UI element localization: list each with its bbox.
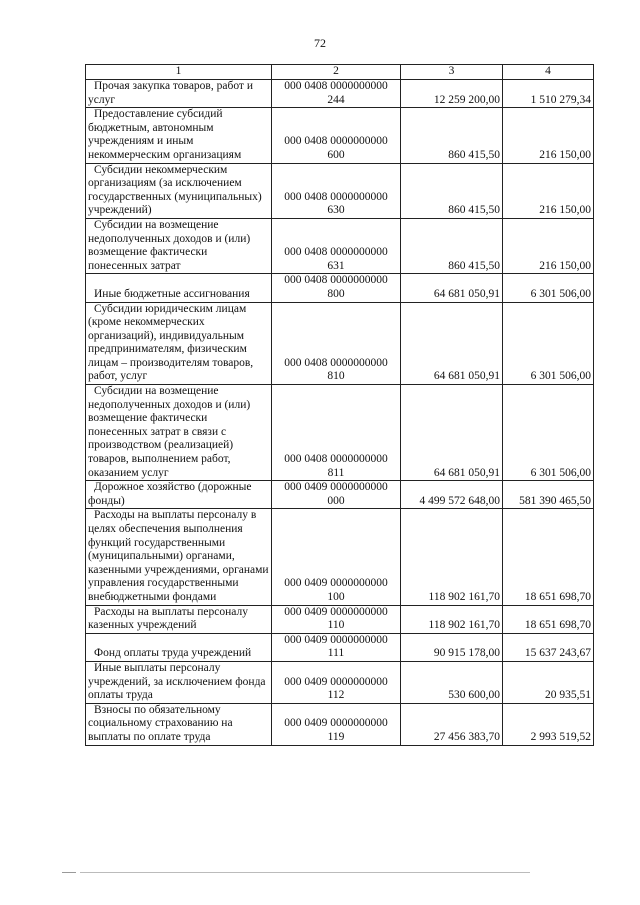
- header-cell-3: 3: [401, 65, 503, 80]
- row-value-col3: 90 915 178,00: [401, 633, 503, 661]
- table-row: [86, 661, 594, 703]
- budget-table: [85, 64, 594, 746]
- row-name: Прочая закупка товаров, работ и услуг: [88, 80, 253, 106]
- row-code-cell: [272, 218, 401, 273]
- row-name: Фонд оплаты труда учреждений: [94, 647, 252, 660]
- row-code-suffix: 110: [327, 619, 345, 632]
- row-code-suffix: 112: [327, 689, 345, 702]
- row-code-suffix: 811: [327, 466, 345, 479]
- row-value-col4: 6 301 506,00: [503, 302, 594, 385]
- row-value-col4: 18 651 698,70: [503, 605, 594, 633]
- row-name-cell: [86, 163, 272, 218]
- row-code-suffix: 100: [327, 590, 345, 603]
- row-name-cell: [86, 302, 272, 385]
- row-name-cell: [86, 218, 272, 273]
- row-value-col3: 530 600,00: [401, 661, 503, 703]
- row-code-cell: [272, 385, 401, 481]
- row-code-suffix: 119: [327, 730, 345, 743]
- row-value-col4: 20 935,51: [503, 661, 594, 703]
- row-name: Субсидии некоммерческим организациям (за исключением государственных (муниципальных) учреждений): [88, 163, 262, 217]
- row-value-col3: 118 902 161,70: [401, 509, 503, 605]
- row-value-col4: 216 150,00: [503, 218, 594, 273]
- row-name: Дорожное хозяйство (дорожные фонды): [88, 481, 252, 507]
- row-name: Иные выплаты персоналу учреждений, за исключением фонда оплаты труда: [88, 661, 266, 702]
- row-code-main: 000 0408 0000000000: [284, 80, 388, 92]
- row-code-cell: [272, 605, 401, 633]
- table-row: [86, 633, 594, 661]
- row-name: Субсидии юридическим лицам (кроме некоммерческих организаций), индивидуальным предпринимателям, физическим лицам – производителям товаров, работ, услуг: [88, 302, 254, 383]
- row-code-suffix: 600: [327, 148, 345, 161]
- row-name: Иные бюджетные ассигнования: [94, 287, 250, 300]
- row-value-col4: 6 301 506,00: [503, 385, 594, 481]
- row-name-cell: [86, 605, 272, 633]
- row-code-main: 000 0408 0000000000: [284, 274, 388, 287]
- table-row: [86, 163, 594, 218]
- row-name-cell: [86, 661, 272, 703]
- row-code-main: 000 0408 0000000000: [284, 453, 388, 466]
- row-code-suffix: 244: [327, 93, 345, 106]
- row-code-main: 000 0409 0000000000: [284, 633, 388, 646]
- row-code-cell: [272, 80, 401, 108]
- row-name: Субсидии на возмещение недополученных доходов и (или) возмещение фактически понесенных затрат: [88, 218, 251, 272]
- row-value-col3: 64 681 050,91: [401, 274, 503, 302]
- row-value-col4: 581 390 465,50: [503, 481, 594, 509]
- footer-dash: [62, 872, 76, 873]
- row-value-col3: 118 902 161,70: [401, 605, 503, 633]
- row-name: Субсидии на возмещение недополученных доходов и (или) возмещение фактически понесенных затрат в связи с производством (реализацией) товаров, выполнением работ, оказанием услуг: [88, 385, 251, 479]
- row-code-cell: [272, 509, 401, 605]
- row-code-main: 000 0409 0000000000: [284, 717, 388, 730]
- row-value-col4: 2 993 519,52: [503, 703, 594, 745]
- row-code-cell: [272, 274, 401, 302]
- table-row: [86, 481, 594, 509]
- row-name-cell: [86, 80, 272, 108]
- row-code-main: 000 0409 0000000000: [284, 481, 388, 494]
- row-code-cell: [272, 302, 401, 385]
- table-row: [86, 218, 594, 273]
- row-name-cell: [86, 633, 272, 661]
- row-name-cell: [86, 481, 272, 509]
- table-row: [86, 509, 594, 605]
- table-row: [86, 80, 594, 108]
- row-value-col4: 216 150,00: [503, 108, 594, 163]
- row-code-cell: [272, 108, 401, 163]
- row-code-main: 000 0408 0000000000: [284, 356, 388, 369]
- row-value-col3: 64 681 050,91: [401, 385, 503, 481]
- row-name-cell: [86, 274, 272, 302]
- row-value-col3: 27 456 383,70: [401, 703, 503, 745]
- header-cell-1: 1: [86, 65, 272, 80]
- row-code-main: 000 0409 0000000000: [284, 675, 388, 688]
- table-header-row: [86, 65, 594, 80]
- row-name-cell: [86, 108, 272, 163]
- table-row: [86, 703, 594, 745]
- row-code-main: 000 0408 0000000000: [284, 190, 388, 203]
- row-value-col3: 64 681 050,91: [401, 302, 503, 385]
- row-code-suffix: 630: [327, 204, 345, 217]
- row-value-col4: 18 651 698,70: [503, 509, 594, 605]
- row-code-main: 000 0408 0000000000: [284, 135, 388, 148]
- row-value-col4: 6 301 506,00: [503, 274, 594, 302]
- row-code-suffix: 631: [327, 259, 345, 272]
- row-name: Расходы на выплаты персоналу казенных учреждений: [88, 605, 248, 632]
- row-value-col3: 12 259 200,00: [401, 80, 503, 108]
- row-value-col3: 860 415,50: [401, 163, 503, 218]
- row-name: Предоставление субсидий бюджетным, автономным учреждениям и иным некоммерческим организациям: [88, 108, 242, 161]
- row-value-col4: 216 150,00: [503, 163, 594, 218]
- row-name-cell: [86, 703, 272, 745]
- row-name: Взносы по обязательному социальному страхованию на выплаты по оплате труда: [88, 703, 233, 743]
- row-value-col3: 860 415,50: [401, 108, 503, 163]
- row-code-main: 000 0409 0000000000: [284, 605, 388, 618]
- footer-line: [80, 872, 530, 873]
- row-code-suffix: 000: [327, 494, 345, 507]
- row-code-cell: [272, 661, 401, 703]
- table-row: [86, 274, 594, 302]
- row-code-main: 000 0408 0000000000: [284, 246, 388, 259]
- header-cell-4: 4: [503, 65, 594, 80]
- table-row: [86, 108, 594, 163]
- row-code-main: 000 0409 0000000000: [284, 577, 388, 590]
- row-name-cell: [86, 509, 272, 605]
- row-code-cell: [272, 703, 401, 745]
- row-value-col3: 860 415,50: [401, 218, 503, 273]
- table-row: [86, 605, 594, 633]
- row-code-cell: [272, 163, 401, 218]
- header-cell-2: 2: [272, 65, 401, 80]
- row-value-col3: 4 499 572 648,00: [401, 481, 503, 509]
- row-name-cell: [86, 385, 272, 481]
- row-code-suffix: 800: [327, 287, 345, 300]
- table-row: [86, 302, 594, 385]
- row-value-col4: 15 637 243,67: [503, 633, 594, 661]
- row-code-suffix: 810: [327, 370, 345, 383]
- row-value-col4: 1 510 279,34: [503, 80, 594, 108]
- row-name: Расходы на выплаты персоналу в целях обеспечения выполнения функций государственными (муниципальными) органами, казенными учреждениями, органами управления государственными внебюджетными фондами: [88, 509, 269, 603]
- table-row: [86, 385, 594, 481]
- row-code-cell: [272, 481, 401, 509]
- row-code-suffix: 111: [327, 647, 345, 660]
- page-number: 72: [314, 36, 326, 50]
- row-code-cell: [272, 633, 401, 661]
